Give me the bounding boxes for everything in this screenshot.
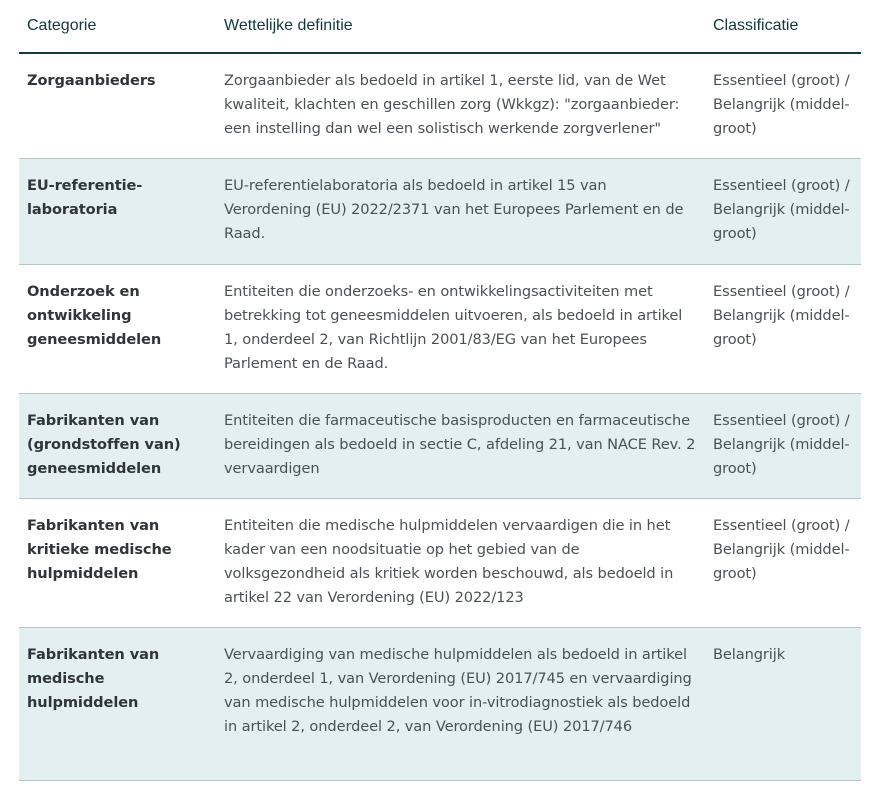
- header-categorie: Categorie: [19, 0, 216, 53]
- cell-category: Fabrikanten van kritieke medische hulpmiddelen: [19, 498, 216, 627]
- cell-category: EU-referentie-laboratoria: [19, 158, 216, 264]
- cell-definition: Entiteiten die onderzoeks- en ontwikkelingsactiviteiten met betrekking tot geneesmiddelen uitvoeren, als bedoeld in artikel 1, onderdeel 2, van Richtlijn 2001/83/EG van het Europees Parlement en de Raad.: [216, 264, 705, 393]
- cell-classification: Essentieel (groot) / Belangrijk (middel-groot): [705, 158, 861, 264]
- table-row: [19, 53, 861, 158]
- classification-table: [19, 0, 861, 781]
- table-row: [19, 393, 861, 498]
- header-wettelijke-definitie: Wettelijke definitie: [216, 0, 705, 53]
- table-body: [19, 53, 861, 780]
- header-classificatie: Classificatie: [705, 0, 861, 53]
- cell-definition: Entiteiten die medische hulpmiddelen vervaardigen die in het kader van een noodsituatie op het gebied van de volksgezondheid als kritiek worden beschouwd, als bedoeld in artikel 22 van Verordening (EU) 2022/123: [216, 498, 705, 627]
- cell-category: Onderzoek en ontwikkeling geneesmiddelen: [19, 264, 216, 393]
- cell-definition: Zorgaanbieder als bedoeld in artikel 1, eerste lid, van de Wet kwaliteit, klachten en geschillen zorg (Wkkgz): "zorgaanbieder: een instelling dan wel een solistisch werkende zorgverlener": [216, 53, 705, 158]
- header-row: [19, 0, 861, 53]
- cell-classification: Belangrijk: [705, 627, 861, 780]
- cell-category: Fabrikanten van medische hulpmiddelen: [19, 627, 216, 780]
- cell-category: Fabrikanten van (grondstoffen van) geneesmiddelen: [19, 393, 216, 498]
- cell-classification: Essentieel (groot) / Belangrijk (middel-groot): [705, 393, 861, 498]
- cell-classification: Essentieel (groot) / Belangrijk (middel-groot): [705, 264, 861, 393]
- table-row: [19, 627, 861, 780]
- cell-classification: Essentieel (groot) / Belangrijk (middel-groot): [705, 498, 861, 627]
- classification-table-container: [19, 0, 861, 781]
- cell-definition: Vervaardiging van medische hulpmiddelen als bedoeld in artikel 2, onderdeel 1, van Verordening (EU) 2017/745 en vervaardiging van medische hulpmiddelen voor in-vitrodiagnostiek als bedoeld in artikel 2, onderdeel 2, van Verordening (EU) 2017/746: [216, 627, 705, 780]
- table-row: [19, 158, 861, 264]
- table-row: [19, 498, 861, 627]
- cell-category: Zorgaanbieders: [19, 53, 216, 158]
- table-row: [19, 264, 861, 393]
- table-header: [19, 0, 861, 53]
- cell-classification: Essentieel (groot) / Belangrijk (middel-groot): [705, 53, 861, 158]
- cell-definition: EU-referentielaboratoria als bedoeld in artikel 15 van Verordening (EU) 2022/2371 van het Europees Parlement en de Raad.: [216, 158, 705, 264]
- cell-definition: Entiteiten die farmaceutische basisproducten en farmaceutische bereidingen als bedoeld in sectie C, afdeling 21, van NACE Rev. 2 vervaardigen: [216, 393, 705, 498]
